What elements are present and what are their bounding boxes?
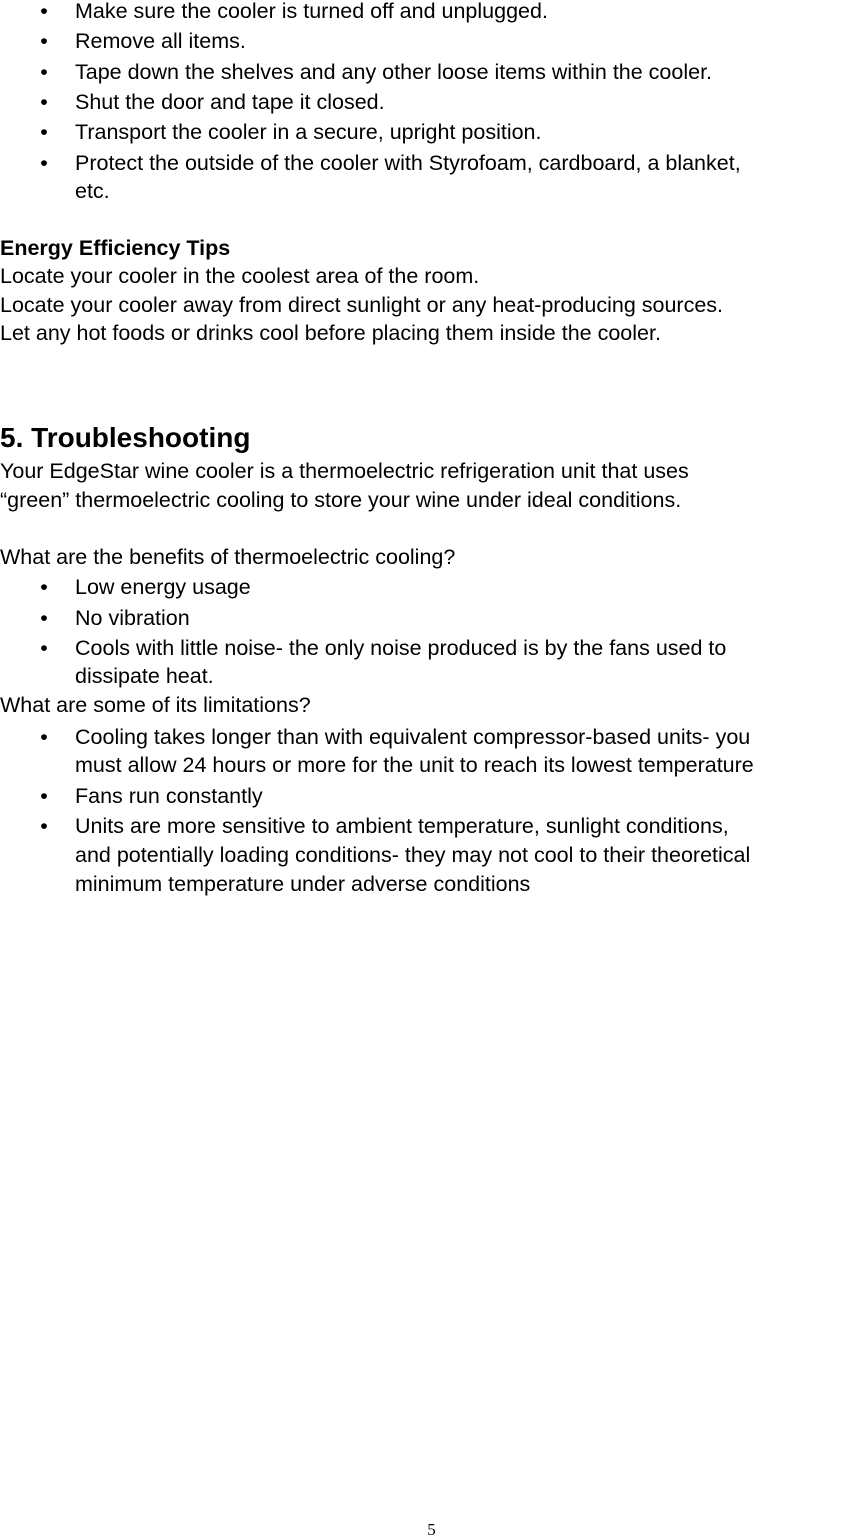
bullet-icon: • [40,814,48,838]
list-item-continuation: must allow 24 hours or more for the unit to reach its lowest temperature [75,753,754,777]
intro-line: “green” thermoelectric cooling to store your wine under ideal conditions. [0,488,682,512]
list-item-text: Units are more sensitive to ambient temperature, sunlight conditions, [75,814,729,838]
list-item-continuation: etc. [75,179,110,203]
intro-line: Your EdgeStar wine cooler is a thermoelectric refrigeration unit that uses [0,459,689,483]
bullet-icon: • [40,90,48,114]
energy-tips-heading: Energy Efficiency Tips [0,236,231,260]
troubleshooting-heading: 5. Troubleshooting [0,422,251,453]
energy-tip-line: Locate your cooler away from direct sunlight or any heat-producing sources. [0,293,724,317]
page-number: 5 [427,1520,436,1539]
list-item-continuation: dissipate heat. [75,664,214,688]
list-item-continuation: and potentially loading conditions- they may not cool to their theoretical [75,843,751,867]
bullet-icon: • [40,120,48,144]
list-item-text: Cooling takes longer than with equivalent compressor-based units- you [75,725,751,749]
bullet-icon: • [40,784,48,808]
bullet-icon: • [40,725,48,749]
list-item-continuation: minimum temperature under adverse conditions [75,872,531,896]
list-item-text: Fans run constantly [75,784,263,808]
bullet-icon: • [40,606,48,630]
energy-tip-line: Let any hot foods or drinks cool before placing them inside the cooler. [0,321,661,345]
list-item-text: Low energy usage [75,575,251,599]
list-item-text: Tape down the shelves and any other loose items within the cooler. [75,60,713,84]
bullet-icon: • [40,60,48,84]
bullet-icon: • [40,636,48,660]
benefits-question: What are the benefits of thermoelectric cooling? [0,545,456,569]
bullet-icon: • [40,575,48,599]
list-item-text: Transport the cooler in a secure, upright position. [75,120,542,144]
list-item-text: Shut the door and tape it closed. [75,90,385,114]
list-item-text: Protect the outside of the cooler with Styrofoam, cardboard, a blanket, [75,151,741,175]
bullet-icon: • [40,0,48,23]
list-item-text: Cools with little noise- the only noise produced is by the fans used to [75,636,727,660]
bullet-icon: • [40,151,48,175]
energy-tip-line: Locate your cooler in the coolest area of the room. [0,264,480,288]
limitations-question: What are some of its limitations? [0,693,311,717]
list-item-text: Remove all items. [75,29,246,53]
list-item-text: Make sure the cooler is turned off and unplugged. [75,0,548,23]
bullet-icon: • [40,29,48,53]
list-item-text: No vibration [75,606,190,630]
